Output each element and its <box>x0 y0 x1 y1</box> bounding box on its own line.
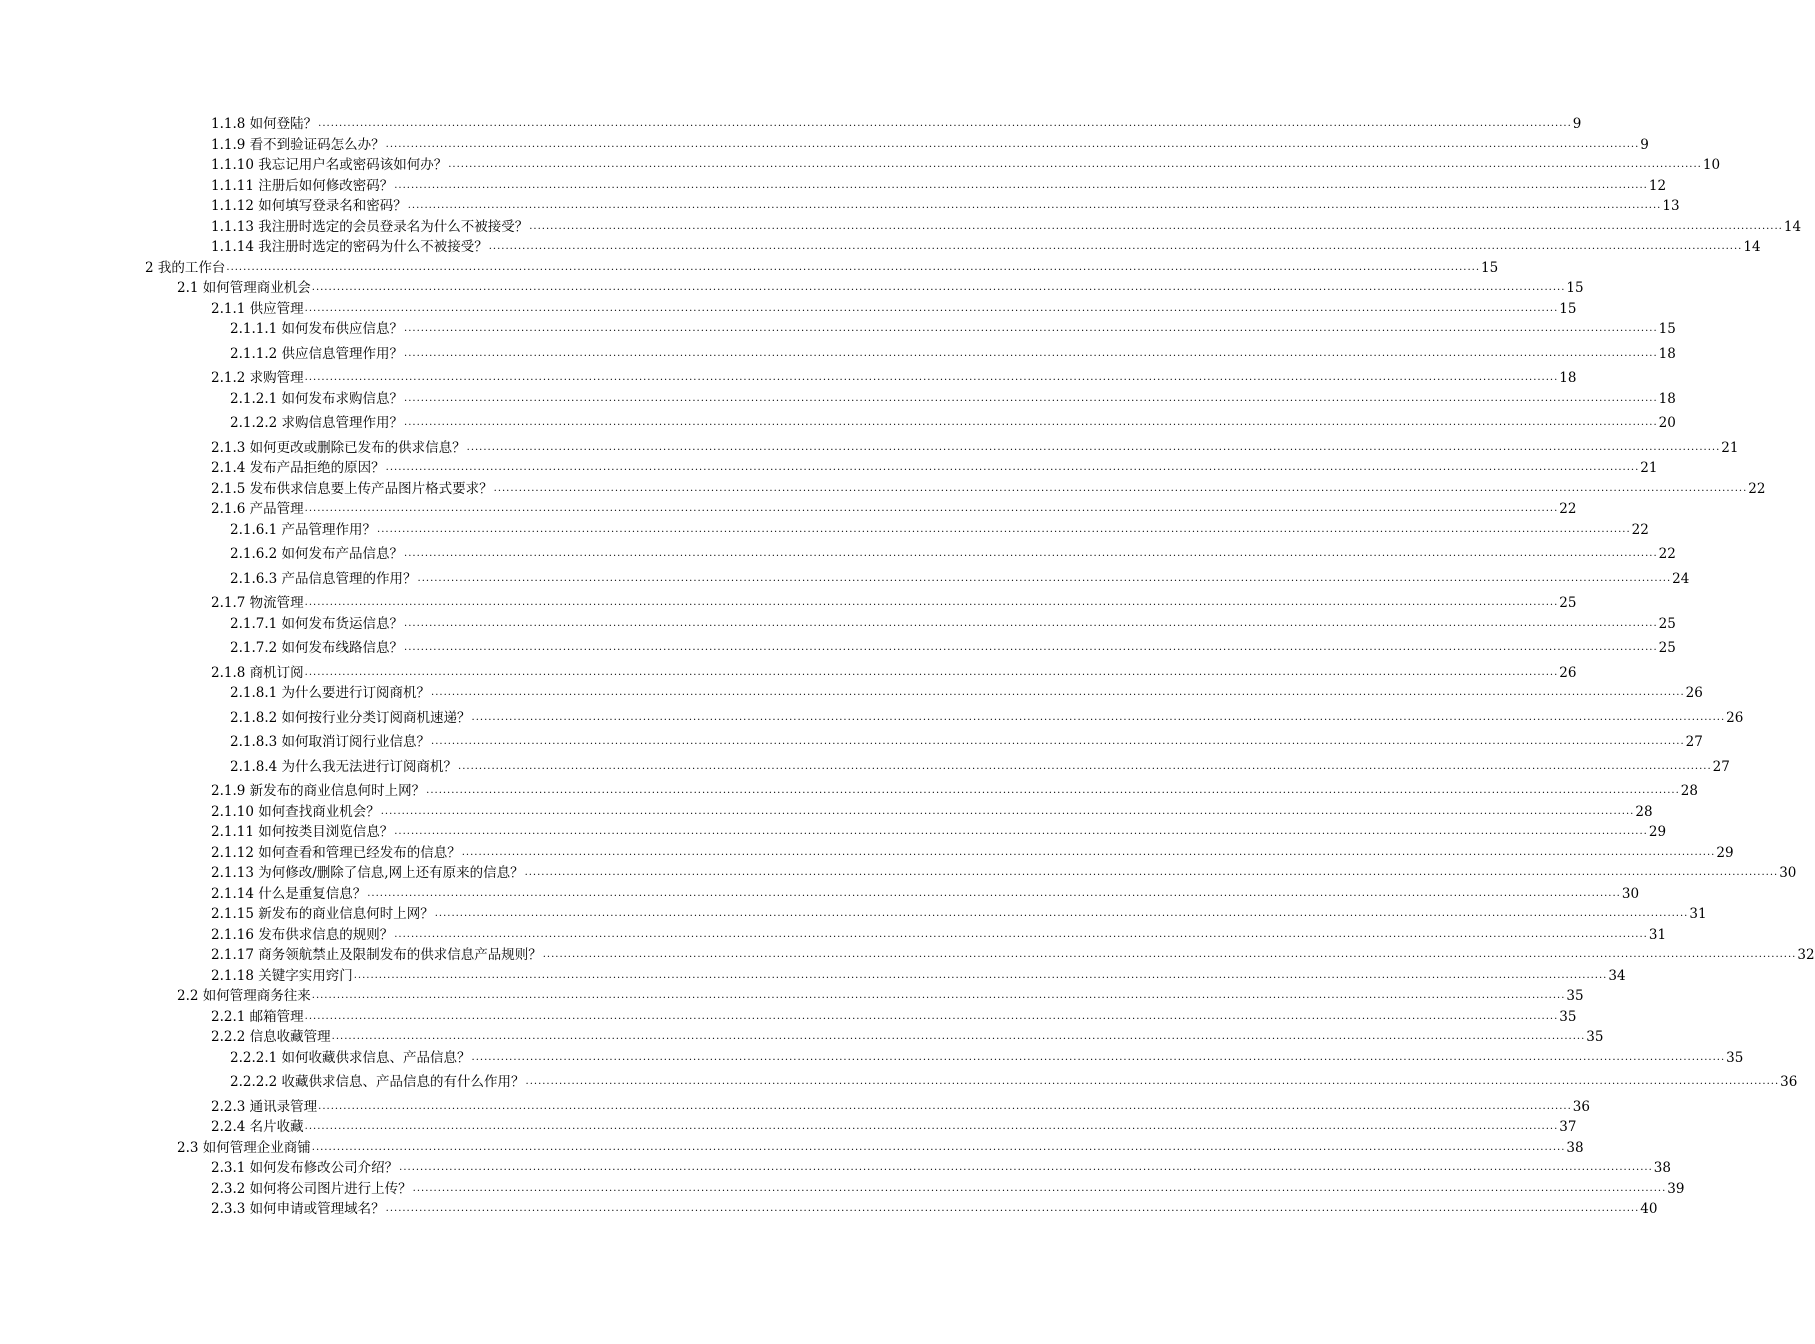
toc-entry-page-number: 38 <box>1566 1139 1584 1156</box>
toc-entry[interactable] <box>211 157 1721 173</box>
toc-leader-dots: ............................................................................................................................................................................................................................................................................................................ <box>404 617 1658 629</box>
toc-entry[interactable] <box>145 259 1499 276</box>
toc-leader-dots: ............................................................................................................................................................................................................................................................................................................ <box>394 928 1648 940</box>
toc-entry-title: 2.1.12 如何查看和管理已经发布的信息？ <box>211 844 461 861</box>
toc-leader-dots: ............................................................................................................................................................................................................................................................................................................ <box>304 302 1559 314</box>
toc-entry-title: 1.1.13 我注册时选定的会员登录名为什么不被接受？ <box>211 218 529 235</box>
toc-entry[interactable] <box>230 321 1676 337</box>
toc-entry-page-number: 35 <box>1726 1049 1744 1066</box>
toc-leader-dots: ............................................................................................................................................................................................................................................................................................................ <box>471 711 1726 723</box>
toc-entry-title: 2.1.8.2 如何按行业分类订阅商机速递？ <box>230 709 471 726</box>
toc-leader-dots: ............................................................................................................................................................................................................................................................................................................ <box>304 597 1559 608</box>
toc-entry-page-number: 15 <box>1658 321 1676 337</box>
toc-entry[interactable] <box>211 198 1680 214</box>
toc-entry-page-number: 26 <box>1685 685 1703 701</box>
toc-entry-page-number: 24 <box>1672 570 1690 587</box>
toc-entry-title: 1.1.12 如何填写登录名和密码？ <box>211 198 407 214</box>
toc-entry-page-number: 18 <box>1658 390 1676 407</box>
toc-entry-page-number: 15 <box>1559 300 1577 317</box>
toc-leader-dots: ............................................................................................................................................................................................................................................................................................................ <box>394 826 1648 837</box>
toc-entry[interactable] <box>230 640 1676 656</box>
toc-entry[interactable] <box>230 1049 1744 1066</box>
toc-entry-page-number: 40 <box>1640 1201 1658 1217</box>
toc-entry-page-number: 18 <box>1658 345 1676 362</box>
toc-entry-page-number: 22 <box>1658 546 1676 562</box>
toc-entry-page-number: 36 <box>1572 1098 1590 1115</box>
toc-entry[interactable] <box>211 370 1577 386</box>
toc-leader-dots: ............................................................................................................................................................................................................................................................................................................ <box>493 482 1748 494</box>
toc-entry[interactable] <box>211 218 1802 235</box>
toc-entry-title: 2.1.7.1 如何发布货运信息？ <box>230 615 404 632</box>
toc-entry[interactable] <box>211 239 1761 255</box>
toc-entry-title: 2.1.1.1 如何发布供应信息？ <box>230 321 404 337</box>
toc-leader-dots: ............................................................................................................................................................................................................................................................................................................ <box>394 179 1648 191</box>
toc-leader-dots: ............................................................................................................................................................................................................................................................................................................ <box>458 760 1712 772</box>
toc-entry-page-number: 22 <box>1559 501 1577 517</box>
toc-leader-dots: ............................................................................................................................................................................................................................................................................................................ <box>331 1031 1586 1042</box>
toc-leader-dots: ............................................................................................................................................................................................................................................................................................................ <box>385 1203 1640 1214</box>
toc-entry[interactable] <box>177 988 1584 1004</box>
toc-entry-page-number: 34 <box>1608 967 1626 984</box>
toc-entry[interactable] <box>230 546 1676 562</box>
toc-entry[interactable] <box>211 967 1626 984</box>
toc-entry[interactable] <box>211 824 1667 840</box>
toc-leader-dots: ............................................................................................................................................................................................................................................................................................................ <box>404 347 1658 359</box>
toc-entry[interactable] <box>211 501 1577 517</box>
toc-leader-dots: ............................................................................................................................................................................................................................................................................................................ <box>434 908 1689 919</box>
toc-entry[interactable] <box>230 415 1676 431</box>
toc-entry[interactable] <box>177 280 1584 296</box>
toc-entry-title: 1.1.10 我忘记用户名或密码该如何办？ <box>211 157 448 173</box>
toc-leader-dots: ............................................................................................................................................................................................................................................................................................................ <box>311 1141 1566 1153</box>
toc-leader-dots: ............................................................................................................................................................................................................................................................................................................ <box>417 572 1672 584</box>
toc-entry[interactable] <box>230 758 1730 775</box>
toc-entry-page-number: 15 <box>1566 280 1584 296</box>
toc-entry-page-number: 18 <box>1559 370 1577 386</box>
toc-entry-title: 1.1.9 看不到验证码怎么办？ <box>211 136 385 153</box>
toc-entry-page-number: 13 <box>1662 198 1680 214</box>
toc-leader-dots: ............................................................................................................................................................................................................................................................................................................ <box>226 261 1481 273</box>
toc-entry[interactable] <box>211 885 1640 902</box>
toc-entry-page-number: 20 <box>1658 415 1676 431</box>
toc-leader-dots: ............................................................................................................................................................................................................................................................................................................ <box>304 1121 1559 1132</box>
toc-leader-dots: ............................................................................................................................................................................................................................................................................................................ <box>385 462 1640 473</box>
toc-entry-page-number: 14 <box>1743 239 1761 255</box>
toc-leader-dots: ............................................................................................................................................................................................................................................................................................................ <box>377 523 1631 535</box>
toc-entry-title: 2.1.6 产品管理 <box>211 501 304 517</box>
toc-entry[interactable] <box>230 685 1703 701</box>
toc-entry[interactable] <box>230 709 1744 726</box>
toc-entry[interactable] <box>211 1180 1685 1197</box>
toc-leader-dots: ............................................................................................................................................................................................................................................................................................................ <box>466 441 1721 453</box>
toc-entry-page-number: 32 <box>1797 947 1815 963</box>
toc-leader-dots: ............................................................................................................................................................................................................................................................................................................ <box>412 1182 1667 1194</box>
toc-entry[interactable] <box>211 1008 1577 1025</box>
toc-leader-dots: ............................................................................................................................................................................................................................................................................................................ <box>448 159 1702 170</box>
toc-entry-page-number: 10 <box>1702 157 1721 173</box>
toc-entry-title: 2.1.2.2 求购信息管理作用？ <box>230 415 404 431</box>
toc-entry[interactable] <box>211 906 1707 922</box>
toc-entry[interactable] <box>211 300 1577 317</box>
toc-leader-dots: ............................................................................................................................................................................................................................................................................................................ <box>404 392 1658 404</box>
toc-entry-page-number: 31 <box>1648 926 1667 943</box>
toc-leader-dots: ............................................................................................................................................................................................................................................................................................................ <box>431 687 1685 698</box>
toc-entry[interactable] <box>230 390 1676 407</box>
toc-entry-title: 2.2 如何管理商务往来 <box>177 988 311 1004</box>
toc-entry-title: 2.1.2.1 如何发布求购信息？ <box>230 390 404 407</box>
toc-entry-page-number: 9 <box>1572 116 1582 132</box>
toc-entry-page-number: 28 <box>1680 783 1698 799</box>
toc-entry[interactable] <box>211 595 1577 611</box>
toc-entry-title: 2.3 如何管理企业商铺 <box>177 1139 311 1156</box>
toc-entry-page-number: 29 <box>1648 824 1667 840</box>
toc-entry-page-number: 35 <box>1586 1029 1604 1045</box>
toc-leader-dots: ............................................................................................................................................................................................................................................................................................................ <box>311 282 1566 293</box>
toc-entry-title: 2.2.2.1 如何收藏供求信息、产品信息？ <box>230 1049 471 1066</box>
toc-entry-page-number: 15 <box>1481 259 1499 276</box>
toc-entry[interactable] <box>211 1029 1604 1045</box>
toc-entry-title: 2.1.6.1 产品管理作用？ <box>230 521 377 538</box>
toc-leader-dots: ............................................................................................................................................................................................................................................................................................................ <box>404 642 1658 653</box>
toc-leader-dots: ............................................................................................................................................................................................................................................................................................................ <box>404 548 1658 559</box>
toc-leader-dots: ............................................................................................................................................................................................................................................................................................................ <box>399 1162 1653 1173</box>
toc-entry[interactable] <box>211 480 1766 497</box>
toc-entry[interactable] <box>230 345 1676 362</box>
toc-leader-dots: ............................................................................................................................................................................................................................................................................................................ <box>431 736 1685 747</box>
toc-entry-title: 2.1.8.1 为什么要进行订阅商机？ <box>230 685 431 701</box>
toc-entry-title: 2 我的工作台 <box>145 259 226 276</box>
toc-entry-page-number: 26 <box>1559 664 1577 681</box>
toc-entry-title: 2.1.15 新发布的商业信息何时上网？ <box>211 906 434 922</box>
toc-entry-title: 2.1.7.2 如何发布线路信息？ <box>230 640 404 656</box>
toc-entry[interactable] <box>211 116 1582 132</box>
toc-entry[interactable] <box>211 865 1797 881</box>
toc-entry[interactable] <box>211 947 1815 963</box>
toc-leader-dots: ............................................................................................................................................................................................................................................................................................................ <box>318 1100 1572 1112</box>
toc-entry-title: 1.1.14 我注册时选定的密码为什么不被接受？ <box>211 239 488 255</box>
toc-entry[interactable] <box>230 734 1703 750</box>
toc-leader-dots: ............................................................................................................................................................................................................................................................................................................ <box>404 417 1658 428</box>
toc-entry-title: 2.1.11 如何按类目浏览信息？ <box>211 824 394 840</box>
toc-leader-dots: ............................................................................................................................................................................................................................................................................................................ <box>353 969 1608 981</box>
toc-leader-dots: ............................................................................................................................................................................................................................................................................................................ <box>525 1076 1780 1087</box>
toc-entry[interactable] <box>211 664 1577 681</box>
toc-entry[interactable] <box>211 783 1698 799</box>
toc-entry-title: 2.3.2 如何将公司图片进行上传？ <box>211 1180 412 1197</box>
toc-leader-dots: ............................................................................................................................................................................................................................................................................................................ <box>524 867 1779 878</box>
toc-leader-dots: ............................................................................................................................................................................................................................................................................................................ <box>385 138 1640 150</box>
toc-entry-title: 2.2.2.2 收藏供求信息、产品信息的有什么作用？ <box>230 1074 525 1090</box>
toc-entry-page-number: 28 <box>1635 803 1653 820</box>
toc-entry-title: 2.1.1.2 供应信息管理作用？ <box>230 345 404 362</box>
toc-entry[interactable] <box>211 926 1667 943</box>
toc-entry-page-number: 25 <box>1658 615 1676 632</box>
toc-entry-page-number: 36 <box>1780 1074 1798 1090</box>
toc-leader-dots: ............................................................................................................................................................................................................................................................................................................ <box>471 1051 1726 1063</box>
toc-entry[interactable] <box>230 615 1676 632</box>
toc-entry-title: 2.3.3 如何申请或管理域名？ <box>211 1201 385 1217</box>
toc-entry-page-number: 31 <box>1689 906 1707 922</box>
toc-entry-title: 2.1.1 供应管理 <box>211 300 304 317</box>
toc-entry[interactable] <box>230 1074 1798 1090</box>
toc-entry[interactable] <box>211 1201 1658 1217</box>
toc-entry[interactable] <box>230 570 1690 587</box>
toc-entry-page-number: 39 <box>1667 1180 1685 1197</box>
toc-entry[interactable] <box>211 844 1734 861</box>
toc-entry-title: 2.2.2 信息收藏管理 <box>211 1029 331 1045</box>
toc-leader-dots: ............................................................................................................................................................................................................................................................................................................ <box>304 372 1559 383</box>
toc-leader-dots: ............................................................................................................................................................................................................................................................................................................ <box>461 846 1716 858</box>
toc-entry-title: 2.1.9 新发布的商业信息何时上网？ <box>211 783 426 799</box>
toc-leader-dots: ............................................................................................................................................................................................................................................................................................................ <box>407 200 1662 211</box>
toc-leader-dots: ............................................................................................................................................................................................................................................................................................................ <box>542 949 1797 960</box>
toc-leader-dots: ............................................................................................................................................................................................................................................................................................................ <box>529 220 1783 232</box>
toc-entry[interactable] <box>211 460 1658 476</box>
toc-entry-page-number: 22 <box>1631 521 1649 538</box>
toc-leader-dots: ............................................................................................................................................................................................................................................................................................................ <box>426 785 1680 796</box>
toc-entry-page-number: 22 <box>1748 480 1766 497</box>
toc-entry-page-number: 26 <box>1726 709 1744 726</box>
toc-entry-title: 1.1.11 注册后如何修改密码？ <box>211 177 394 194</box>
toc-entry[interactable] <box>211 439 1739 456</box>
toc-entry-page-number: 29 <box>1716 844 1734 861</box>
toc-entry-title: 2.1.2 求购管理 <box>211 370 304 386</box>
toc-entry-title: 2.1.8.4 为什么我无法进行订阅商机？ <box>230 758 458 775</box>
toc-entry-page-number: 30 <box>1779 865 1797 881</box>
toc-entry-title: 2.2.4 名片收藏 <box>211 1119 304 1135</box>
toc-leader-dots: ............................................................................................................................................................................................................................................................................................................ <box>367 887 1621 899</box>
toc-entry-title: 2.1 如何管理商业机会 <box>177 280 311 296</box>
toc-entry-title: 2.1.8 商机订阅 <box>211 664 304 681</box>
toc-entry[interactable] <box>177 1139 1584 1156</box>
toc-entry[interactable] <box>211 177 1667 194</box>
toc-entry-page-number: 14 <box>1783 218 1802 235</box>
toc-leader-dots: ............................................................................................................................................................................................................................................................................................................ <box>304 503 1559 514</box>
toc-entry-page-number: 21 <box>1721 439 1739 456</box>
toc-entry-page-number: 25 <box>1658 640 1676 656</box>
toc-entry-title: 2.1.6.2 如何发布产品信息？ <box>230 546 404 562</box>
toc-entry[interactable] <box>230 521 1649 538</box>
toc-entry[interactable] <box>211 136 1649 153</box>
toc-entry-page-number: 27 <box>1685 734 1703 750</box>
toc-entry-title: 2.1.6.3 产品信息管理的作用？ <box>230 570 417 587</box>
toc-entry-title: 2.2.1 邮箱管理 <box>211 1008 304 1025</box>
toc-entry-page-number: 38 <box>1653 1160 1671 1176</box>
toc-entry-title: 2.1.4 发布产品拒绝的原因？ <box>211 460 385 476</box>
toc-leader-dots: ............................................................................................................................................................................................................................................................................................................ <box>404 323 1658 334</box>
toc-entry-page-number: 30 <box>1621 885 1640 902</box>
toc-entry[interactable] <box>211 1098 1590 1115</box>
toc-entry-title: 1.1.8 如何登陆？ <box>211 116 318 132</box>
toc-entry-title: 2.1.3 如何更改或删除已发布的供求信息？ <box>211 439 466 456</box>
toc-entry-page-number: 35 <box>1559 1008 1577 1025</box>
toc-leader-dots: ............................................................................................................................................................................................................................................................................................................ <box>380 805 1635 817</box>
toc-entry-title: 2.1.18 关键字实用窍门 <box>211 967 353 984</box>
toc-entry-title: 2.2.3 通讯录管理 <box>211 1098 318 1115</box>
toc-entry[interactable] <box>211 1119 1577 1135</box>
toc-entry-title: 2.1.13 为何修改/删除了信息,网上还有原来的信息？ <box>211 865 524 881</box>
toc-entry[interactable] <box>211 803 1653 820</box>
toc-entry-title: 2.1.8.3 如何取消订阅行业信息？ <box>230 734 431 750</box>
toc-leader-dots: ............................................................................................................................................................................................................................................................................................................ <box>304 1010 1559 1022</box>
toc-entry-title: 2.1.7 物流管理 <box>211 595 304 611</box>
toc-entry-page-number: 27 <box>1712 758 1730 775</box>
toc-leader-dots: ............................................................................................................................................................................................................................................................................................................ <box>304 666 1559 678</box>
toc-entry-title: 2.1.17 商务领航禁止及限制发布的供求信息产品规则？ <box>211 947 542 963</box>
toc-entry[interactable] <box>211 1160 1671 1176</box>
toc-entry-page-number: 25 <box>1559 595 1577 611</box>
toc-leader-dots: ............................................................................................................................................................................................................................................................................................................ <box>488 241 1743 252</box>
toc-entry-page-number: 12 <box>1648 177 1667 194</box>
toc-entry-title: 2.3.1 如何发布修改公司介绍？ <box>211 1160 399 1176</box>
toc-leader-dots: ............................................................................................................................................................................................................................................................................................................ <box>311 990 1566 1001</box>
toc-entry-page-number: 35 <box>1566 988 1584 1004</box>
toc-leader-dots: ............................................................................................................................................................................................................................................................................................................ <box>318 118 1572 129</box>
toc-entry-page-number: 9 <box>1640 136 1649 153</box>
toc-entry-title: 2.1.5 发布供求信息要上传产品图片格式要求？ <box>211 480 493 497</box>
toc-entry-page-number: 37 <box>1559 1119 1577 1135</box>
toc-entry-title: 2.1.16 发布供求信息的规则？ <box>211 926 394 943</box>
toc-entry-title: 2.1.14 什么是重复信息？ <box>211 885 367 902</box>
toc-entry-title: 2.1.10 如何查找商业机会？ <box>211 803 380 820</box>
toc-entry-page-number: 21 <box>1640 460 1658 476</box>
